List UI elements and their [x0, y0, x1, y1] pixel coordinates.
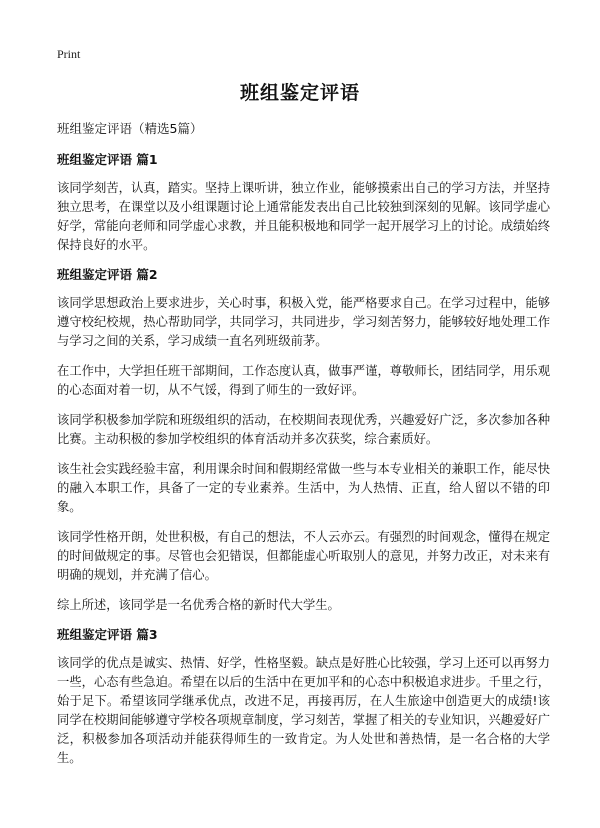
section-heading: 班组鉴定评语 篇2	[57, 267, 158, 282]
paragraph: 综上所述，该同学是一名优秀合格的新时代大学生。	[57, 598, 340, 612]
paragraph: 该同学积极参加学院和班级组织的活动，在校期间表现优秀，兴趣爱好广泛，多次参加各种比赛。主动积极的参加学校组织的体育活动并多次获奖，综合素质好。	[57, 413, 550, 446]
page-title: 班组鉴定评语	[239, 82, 360, 104]
paragraph: 该同学的优点是诚实、热情、好学，性格坚毅。缺点是好胜心比较强，学习上还可以再努力一些，心态有些急迫。希望在以后的生活中在更加平和的心态中积极追求进步。千里之行，始于足下。希望该同学继承优点，改进不足，再接再厉，在人生旅途中创造更大的成绩!该同学在校期间能够遵守学校各项规章制度，学习刻苦，掌握了相关的专业知识，兴趣爱好广泛，积极参加各项活动并能获得师生的一致肯定。为人处世和善热情，是一名合格的大学生。	[57, 656, 550, 765]
paragraph: 该同学性格开朗，处世积极，有自己的想法，不人云亦云。有强烈的时间观念，懂得在规定的时间做规定的事。尽管也会犯错误，但都能虚心听取别人的意见，并努力改正，对未来有明确的规划，并充满了信心。	[57, 530, 550, 582]
paragraph: 该同学思想政治上要求进步，关心时事，积极入党，能严格要求自己。在学习过程中，能够遵守校纪校规，热心帮助同学，共同学习，共同进步，学习刻苦努力，能够较好地处理工作与学习之间的关系，学习成绩一直名列班级前茅。	[57, 296, 550, 348]
section-1	[57, 151, 550, 255]
intro-text: 班组鉴定评语（精选5篇）	[57, 121, 203, 136]
section-3	[57, 626, 550, 768]
print-link[interactable]: Print	[57, 47, 81, 61]
paragraph: 在工作中，大学担任班干部期间，工作态度认真，做事严谨，尊敬师长，团结同学，用乐观的心态面对着一切，从不气馁，得到了师生的一致好评。	[57, 364, 550, 397]
article-body	[57, 120, 550, 779]
paragraph: 该同学刻苦，认真，踏实。坚持上课听讲，独立作业，能够摸索出自己的学习方法，并坚持独立思考，在课堂以及小组课题讨论上通常能发表出自己比较独到深刻的见解。该同学虚心好学，常能向老师和同学虚心求教，并且能积极地和同学一起开展学习上的讨论。成绩始终保持良好的水平。	[57, 181, 550, 252]
paragraph: 该生社会实践经验丰富，利用课余时间和假期经常做一些与本专业相关的兼职工作，能尽快的融入本职工作，具备了一定的专业素养。生活中，为人热情、正直，给人留以不错的印象。	[57, 462, 550, 514]
section-2	[57, 266, 550, 615]
section-heading: 班组鉴定评语 篇1	[57, 152, 158, 167]
section-heading: 班组鉴定评语 篇3	[57, 627, 158, 642]
